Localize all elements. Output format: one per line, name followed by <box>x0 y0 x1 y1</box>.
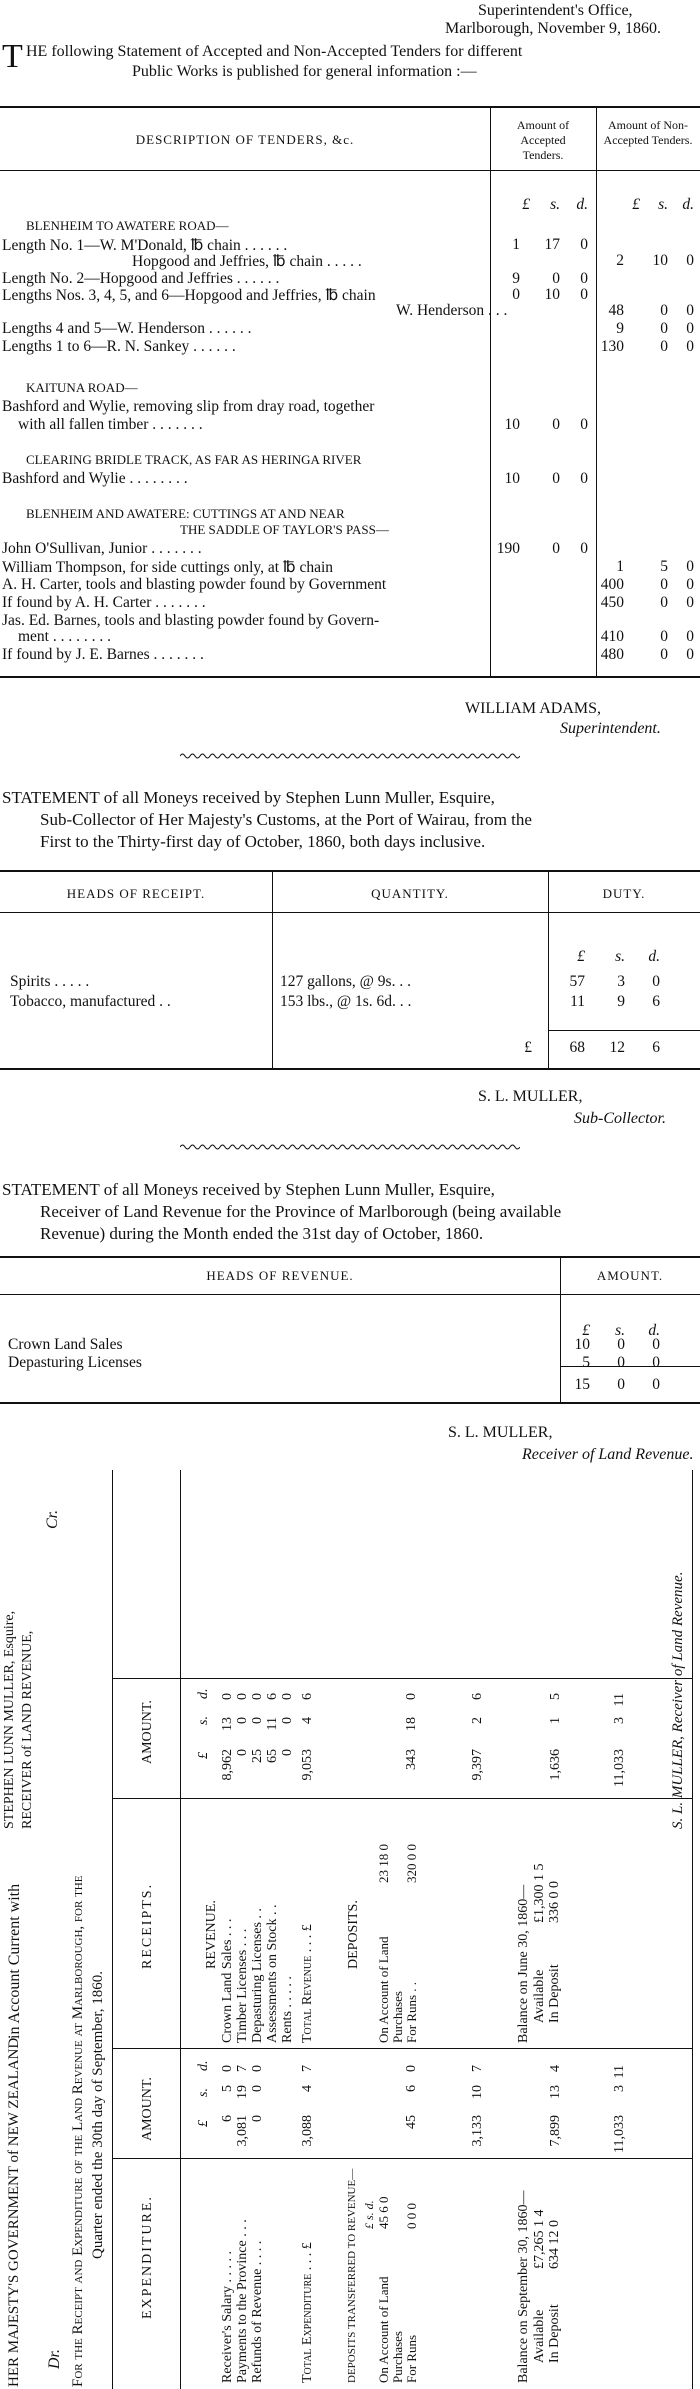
account-amount: 7 <box>300 2065 315 2072</box>
account-amount: 0 <box>280 1717 295 1724</box>
account-amount: 18 <box>404 1717 419 1731</box>
tender-row-text: KAITUNA ROAD— <box>26 380 138 395</box>
account-amount: 0 <box>404 1693 419 1700</box>
account-amount: 3 <box>612 1717 627 1724</box>
cr-label: Cr. <box>44 1509 61 1529</box>
account-amount: 0 <box>235 1749 250 1756</box>
non-lsd-pound: £ <box>632 196 640 213</box>
tender-row-text: A. H. Carter, tools and blasting powder found by Government <box>2 576 387 593</box>
tender-row-text: If found by J. E. Barnes . . . . . . . <box>2 646 204 663</box>
duty-lsd-d: d. <box>648 948 660 965</box>
account-amount: 6 <box>300 1693 315 1700</box>
dr-label: Dr. <box>46 2348 63 2369</box>
account-amount: 7 <box>470 2065 485 2072</box>
tender-non-amount: 450 <box>600 594 624 611</box>
account-amount: 4 <box>300 2085 315 2092</box>
rec-balance-item: In Deposit <box>547 1964 562 2023</box>
rev-total-s: 0 <box>617 1376 625 1393</box>
rec-lsd-pound: £ <box>196 1752 211 1759</box>
rec-lsd-s: s. <box>196 1716 211 1725</box>
account-amount: 0 <box>250 2065 265 2072</box>
tender-row-text: William Thompson, for side cuttings only, at ℔ chain <box>2 559 334 576</box>
account-amount: 13 <box>548 2085 563 2099</box>
customs-line2: Sub-Collector of Her Majesty's Customs, at the Port of Wairau, from the <box>40 810 532 829</box>
customs-line3: First to the Thirty-first day of October, 1860, both days inclusive. <box>40 832 486 851</box>
tender-non-amount: 9 <box>616 320 624 337</box>
tender-row-text: John O'Sullivan, Junior . . . . . . . <box>2 540 202 557</box>
tender-acc-amount: 9 <box>512 270 520 287</box>
tender-row-text: If found by A. H. Carter . . . . . . . <box>2 594 206 611</box>
col-expenditure: EXPENDITURE. <box>140 2195 155 2319</box>
duty-total-d: 6 <box>652 1039 660 1056</box>
revenue-amount: 10 <box>574 1336 590 1353</box>
expenditure-item: Refunds of Revenue . . . . <box>250 2240 265 2383</box>
tender-acc-amount: 190 <box>496 540 520 557</box>
account-amount: 5 <box>548 1693 563 1700</box>
balance-june-label: Balance on June 30, 1860— <box>516 1884 531 2043</box>
tender-acc-amount: 0 <box>580 236 588 253</box>
account-amount: 4 <box>300 1717 315 1724</box>
tender-non-amount: 400 <box>600 576 624 593</box>
tender-row-text: THE SADDLE OF TAYLOR'S PASS— <box>180 522 389 537</box>
customs-quantity: 153 lbs., @ 1s. 6d. . . <box>280 993 412 1010</box>
office-line: Superintendent's Office, <box>478 2 633 19</box>
account-amount: 11,033 <box>612 2115 627 2153</box>
land-line3: Revenue) during the Month ended the 31st day of October, 1860. <box>40 1224 484 1243</box>
tender-row-text: with all fallen timber . . . . . . . <box>18 416 203 433</box>
receipt-item: Timber Licenses . . . <box>235 1928 250 2043</box>
tender-non-amount: 0 <box>686 338 694 355</box>
customs-duty: 57 <box>569 973 585 990</box>
col-quantity: QUANTITY. <box>371 886 449 901</box>
acc-lsd-pound: £ <box>522 196 530 213</box>
account-amount: 0 <box>280 1749 295 1756</box>
dropcap: T <box>2 38 23 75</box>
duty-total-s: 12 <box>609 1039 625 1056</box>
signature-muller-1-title: Sub-Collector. <box>574 1110 666 1127</box>
signature-muller-2: S. L. MULLER, <box>448 1424 553 1441</box>
deposit-item: For Runs <box>404 2334 419 2383</box>
tender-row-text: Hopgood and Jeffries, ℔ chain . . . . . <box>132 253 362 270</box>
ornamental-divider <box>180 752 520 760</box>
duty-total-pound: 68 <box>569 1039 585 1056</box>
tender-row-text: CLEARING BRIDLE TRACK, AS FAR AS HERINGA RIVER <box>26 452 362 467</box>
account-title-right: STEPHEN LUNN MULLER, Esquire, <box>2 1610 17 1829</box>
revenue-label: REVENUE. <box>204 1900 219 1969</box>
receipt-item: Depasturing Licenses . . <box>250 1908 265 2043</box>
tender-non-amount: 0 <box>660 320 668 337</box>
receipt-item: Rents . . . . . <box>280 1976 295 2043</box>
tender-non-amount: 48 <box>608 302 624 319</box>
receipt-item: Crown Land Sales . . . <box>220 1918 235 2043</box>
account-amount: 3,133 <box>470 2115 485 2147</box>
tender-non-amount: 0 <box>686 320 694 337</box>
expenditure-item: Receiver's Salary . . . . . <box>220 2251 235 2383</box>
account-amount: 7,899 <box>548 2115 563 2147</box>
tender-non-amount: 5 <box>660 558 668 575</box>
account-amount: 11 <box>265 1717 280 1731</box>
tender-acc-amount: 0 <box>512 286 520 303</box>
exp-lsd-s: s. <box>196 2088 211 2097</box>
tender-non-amount: 0 <box>686 252 694 269</box>
land-line2: Receiver of Land Revenue for the Province of Marlborough (being available <box>40 1202 562 1221</box>
account-amount: 0 <box>280 1693 295 1700</box>
tender-non-amount: 0 <box>660 594 668 611</box>
land-line1: STATEMENT of all Moneys received by Stephen Lunn Muller, Esquire, <box>2 1180 495 1199</box>
rev-lsd-s: s. <box>615 1322 625 1339</box>
receipt-item: Assessments on Stock . . <box>265 1904 280 2043</box>
account-amount: 9,053 <box>300 1749 315 1781</box>
revenue-amount: 0 <box>652 1336 660 1353</box>
account-amount: 0 <box>220 2065 235 2072</box>
rec-deposit-item: For Runs . . <box>404 1981 419 2043</box>
non-lsd-d: d. <box>682 196 694 213</box>
revenue-amount: 5 <box>582 1354 590 1371</box>
balance-item: In Deposit <box>547 2304 562 2363</box>
tender-non-amount: 1 <box>616 558 624 575</box>
deposits-transferred-label: DEPOSITS TRANSFERRED TO REVENUE— <box>346 2168 358 2383</box>
rec-balance-amount: £1,300 1 5 <box>532 1863 547 1923</box>
account-title-left: HER MAJESTY'S GOVERNMENT of NEW ZEALAND <box>6 2037 22 2387</box>
account-amount: 343 <box>404 1749 419 1770</box>
customs-duty: 11 <box>570 993 585 1010</box>
duty-lsd-s: s. <box>615 948 625 965</box>
account-amount: 11 <box>612 1693 627 1707</box>
revenue-amount: 0 <box>617 1354 625 1371</box>
rec-deposit-amount: 320 0 0 <box>404 1844 419 1883</box>
tender-row-text: Bashford and Wylie . . . . . . . . <box>2 470 188 487</box>
col-nonaccepted-header: Amount of Non-Accepted Tenders. <box>603 118 693 147</box>
tender-acc-amount: 0 <box>580 540 588 557</box>
tender-non-amount: 0 <box>686 302 694 319</box>
customs-duty: 9 <box>617 993 625 1010</box>
tender-non-amount: 0 <box>660 302 668 319</box>
account-amount: 6 <box>265 1693 280 1700</box>
deposit-amount: 0 0 0 <box>404 2203 419 2229</box>
tender-non-amount: 0 <box>686 628 694 645</box>
tender-row-text: Length No. 1—W. M'Donald, ℔ chain . . . . . . <box>2 237 288 254</box>
account-subtitle: For the Receipt and Expenditure of the Land Revenue at Marlborough, for the <box>70 1875 86 2387</box>
col-rec-amount: AMOUNT. <box>140 1700 155 1764</box>
account-title-mid: in Account Current with <box>6 1883 23 2039</box>
rec-balance-item: Available <box>532 1969 547 2023</box>
col-accepted-header: Amount of Accepted Tenders. <box>516 118 570 162</box>
acc-lsd-s: s. <box>550 196 560 213</box>
customs-duty: 0 <box>652 973 660 990</box>
account-amount: 11,033 <box>612 1749 627 1787</box>
revenue-amount: 0 <box>652 1354 660 1371</box>
customs-duty: 3 <box>617 973 625 990</box>
deposits-lsd: £ s. d. <box>362 2200 376 2229</box>
account-signature: S. L. MULLER, Receiver of Land Revenue. <box>670 1571 686 1829</box>
tender-acc-amount: 0 <box>552 270 560 287</box>
customs-line1: STATEMENT of all Moneys received by Stephen Lunn Muller, Esquire, <box>2 788 495 807</box>
balance-amount: £7,265 1 4 <box>532 2209 547 2269</box>
tender-non-amount: 480 <box>600 646 624 663</box>
col-description-header: DESCRIPTION OF TENDERS, &c. <box>135 132 355 147</box>
account-current <box>0 1470 700 2389</box>
account-amount: 65 <box>265 1749 280 1763</box>
tender-acc-amount: 0 <box>580 270 588 287</box>
tender-non-amount: 0 <box>660 646 668 663</box>
date-line: Marlborough, November 9, 1860. <box>445 20 661 37</box>
account-amount: 6 <box>220 2115 235 2122</box>
tender-non-amount: 130 <box>600 338 624 355</box>
tender-row-text: BLENHEIM AND AWATERE: CUTTINGS AT AND NEAR <box>26 506 345 521</box>
exp-lsd-pound: £ <box>196 2120 211 2127</box>
deposit-item: Purchases <box>390 2331 405 2383</box>
account-amount: 3 <box>612 2085 627 2092</box>
tender-row-text: Lengths Nos. 3, 4, 5, and 6—Hopgood and Jeffries, ℔ chain <box>2 287 376 304</box>
duty-lsd-pound: £ <box>577 948 585 965</box>
tender-row-text: Lengths 1 to 6—R. N. Sankey . . . . . . <box>2 338 236 355</box>
tender-non-amount: 0 <box>686 594 694 611</box>
revenue-head: Crown Land Sales <box>8 1336 123 1353</box>
signature-adams: WILLIAM ADAMS, <box>465 700 601 717</box>
revenue-amount: 0 <box>617 1336 625 1353</box>
tender-acc-amount: 10 <box>544 286 560 303</box>
rec-deposit-amount: 23 18 0 <box>376 1844 391 1883</box>
tender-non-amount: 0 <box>660 338 668 355</box>
account-amount: 0 <box>250 2115 265 2122</box>
deposits-label: DEPOSITS. <box>346 1900 361 1969</box>
total-expenditure-label: Total Expenditure . . . £ <box>300 2242 315 2383</box>
signature-adams-title: Superintendent. <box>560 720 661 737</box>
account-amount: 0 <box>404 2065 419 2072</box>
tender-row-text: BLENHEIM TO AWATERE ROAD— <box>26 218 229 233</box>
total-revenue-label: Total Revenue . . . £ <box>300 1924 315 2043</box>
deposit-amount: 45 6 0 <box>376 2196 391 2229</box>
tender-non-amount: 0 <box>660 576 668 593</box>
account-amount: 0 <box>220 1693 235 1700</box>
account-amount: 0 <box>235 1693 250 1700</box>
acc-lsd-d: d. <box>576 196 588 213</box>
tender-acc-amount: 17 <box>544 236 560 253</box>
exp-lsd-d: d. <box>196 2060 211 2071</box>
account-amount: 0 <box>250 2085 265 2092</box>
intro-text: HE following Statement of Accepted and Non-Accepted Tenders for different <box>26 43 523 60</box>
account-amount: 10 <box>470 2085 485 2099</box>
tender-row-text: W. Henderson . . . <box>396 302 508 319</box>
duty-total-sign: £ <box>524 1039 532 1056</box>
tender-acc-amount: 10 <box>504 416 520 433</box>
col-duty: DUTY. <box>602 886 646 901</box>
revenue-head: Depasturing Licenses <box>8 1354 142 1371</box>
tender-row-text: ment . . . . . . . . <box>18 628 111 645</box>
col-heads-of-revenue: HEADS OF REVENUE. <box>206 1268 354 1283</box>
rec-lsd-d: d. <box>196 1688 211 1699</box>
tender-row-text: Jas. Ed. Barnes, tools and blasting powder found by Govern- <box>2 612 380 629</box>
account-amount: 2 <box>470 1717 485 1724</box>
account-amount: 8,962 <box>220 1749 235 1781</box>
account-amount: 3,081 <box>235 2115 250 2147</box>
balance-amount: 634 12 0 <box>547 2220 562 2269</box>
col-exp-amount: AMOUNT. <box>140 2077 155 2141</box>
balance-sept-label: Balance on September 30, 1860— <box>516 2190 531 2383</box>
rev-lsd-d: d. <box>648 1322 660 1339</box>
account-amount: 0 <box>235 1717 250 1724</box>
account-amount: 3,088 <box>300 2115 315 2147</box>
balance-item: Available <box>532 2309 547 2363</box>
customs-head: Tobacco, manufactured . . <box>10 993 171 1010</box>
expenditure-item: Payments to the Province . . . <box>235 2219 250 2383</box>
tender-non-amount: 2 <box>616 252 624 269</box>
signature-muller-2-title: Receiver of Land Revenue. <box>522 1446 694 1463</box>
account-subtitle-2: Quarter ended the 30th day of September, 1860. <box>90 1970 106 2259</box>
intro-text-2: Public Works is published for general information :— <box>132 63 477 80</box>
tender-non-amount: 10 <box>652 252 668 269</box>
rec-deposit-item: Purchases <box>390 1991 405 2043</box>
tender-non-amount: 0 <box>686 646 694 663</box>
account-amount: 1 <box>548 1717 563 1724</box>
non-lsd-s: s. <box>658 196 668 213</box>
tender-non-amount: 0 <box>660 628 668 645</box>
account-amount: 25 <box>250 1749 265 1763</box>
account-amount: 6 <box>404 2085 419 2092</box>
tender-acc-amount: 0 <box>552 416 560 433</box>
tender-non-amount: 410 <box>600 628 624 645</box>
tender-acc-amount: 0 <box>552 540 560 557</box>
customs-head: Spirits . . . . . <box>10 973 90 990</box>
tender-acc-amount: 0 <box>552 470 560 487</box>
signature-muller-1: S. L. MULLER, <box>478 1088 583 1105</box>
col-amount: AMOUNT. <box>596 1268 664 1283</box>
tender-non-amount: 0 <box>686 558 694 575</box>
account-amount: 13 <box>220 1717 235 1731</box>
account-amount: 5 <box>220 2085 235 2092</box>
tender-acc-amount: 10 <box>504 470 520 487</box>
rev-lsd-pound: £ <box>582 1322 590 1339</box>
account-amount: 19 <box>235 2085 250 2099</box>
tender-row-text: Bashford and Wylie, removing slip from dray road, together <box>2 398 375 415</box>
account-amount: 0 <box>250 1717 265 1724</box>
tender-acc-amount: 0 <box>580 416 588 433</box>
ornamental-divider-2 <box>180 1143 520 1151</box>
tender-acc-amount: 0 <box>580 470 588 487</box>
rev-total-d: 0 <box>652 1376 660 1393</box>
account-amount: 1,636 <box>548 1749 563 1781</box>
tender-row-text: Length No. 2—Hopgood and Jeffries . . . . . . <box>2 270 280 287</box>
rec-balance-amount: 336 0 0 <box>547 1881 562 1923</box>
deposit-item: On Account of Land <box>376 2276 391 2383</box>
customs-quantity: 127 gallons, @ 9s. . . <box>280 973 411 990</box>
tender-acc-amount: 1 <box>512 236 520 253</box>
rec-deposit-item: On Account of Land <box>376 1936 391 2043</box>
account-amount: 6 <box>470 1693 485 1700</box>
account-amount: 7 <box>235 2065 250 2072</box>
account-amount: 9,397 <box>470 1749 485 1781</box>
tender-non-amount: 0 <box>686 576 694 593</box>
account-amount: 11 <box>612 2065 627 2079</box>
account-amount: 0 <box>250 1693 265 1700</box>
col-heads-of-receipt: HEADS OF RECEIPT. <box>66 886 206 901</box>
account-amount: 4 <box>548 2065 563 2072</box>
tender-row-text: Lengths 4 and 5—W. Henderson . . . . . . <box>2 320 252 337</box>
account-amount: 45 <box>404 2115 419 2129</box>
customs-duty: 6 <box>652 993 660 1010</box>
rev-total-pound: 15 <box>574 1376 590 1393</box>
account-title-right-2: RECEIVER of LAND REVENUE, <box>20 1630 35 1829</box>
tender-acc-amount: 0 <box>580 286 588 303</box>
col-receipts: RECEIPTS. <box>140 1882 155 1969</box>
